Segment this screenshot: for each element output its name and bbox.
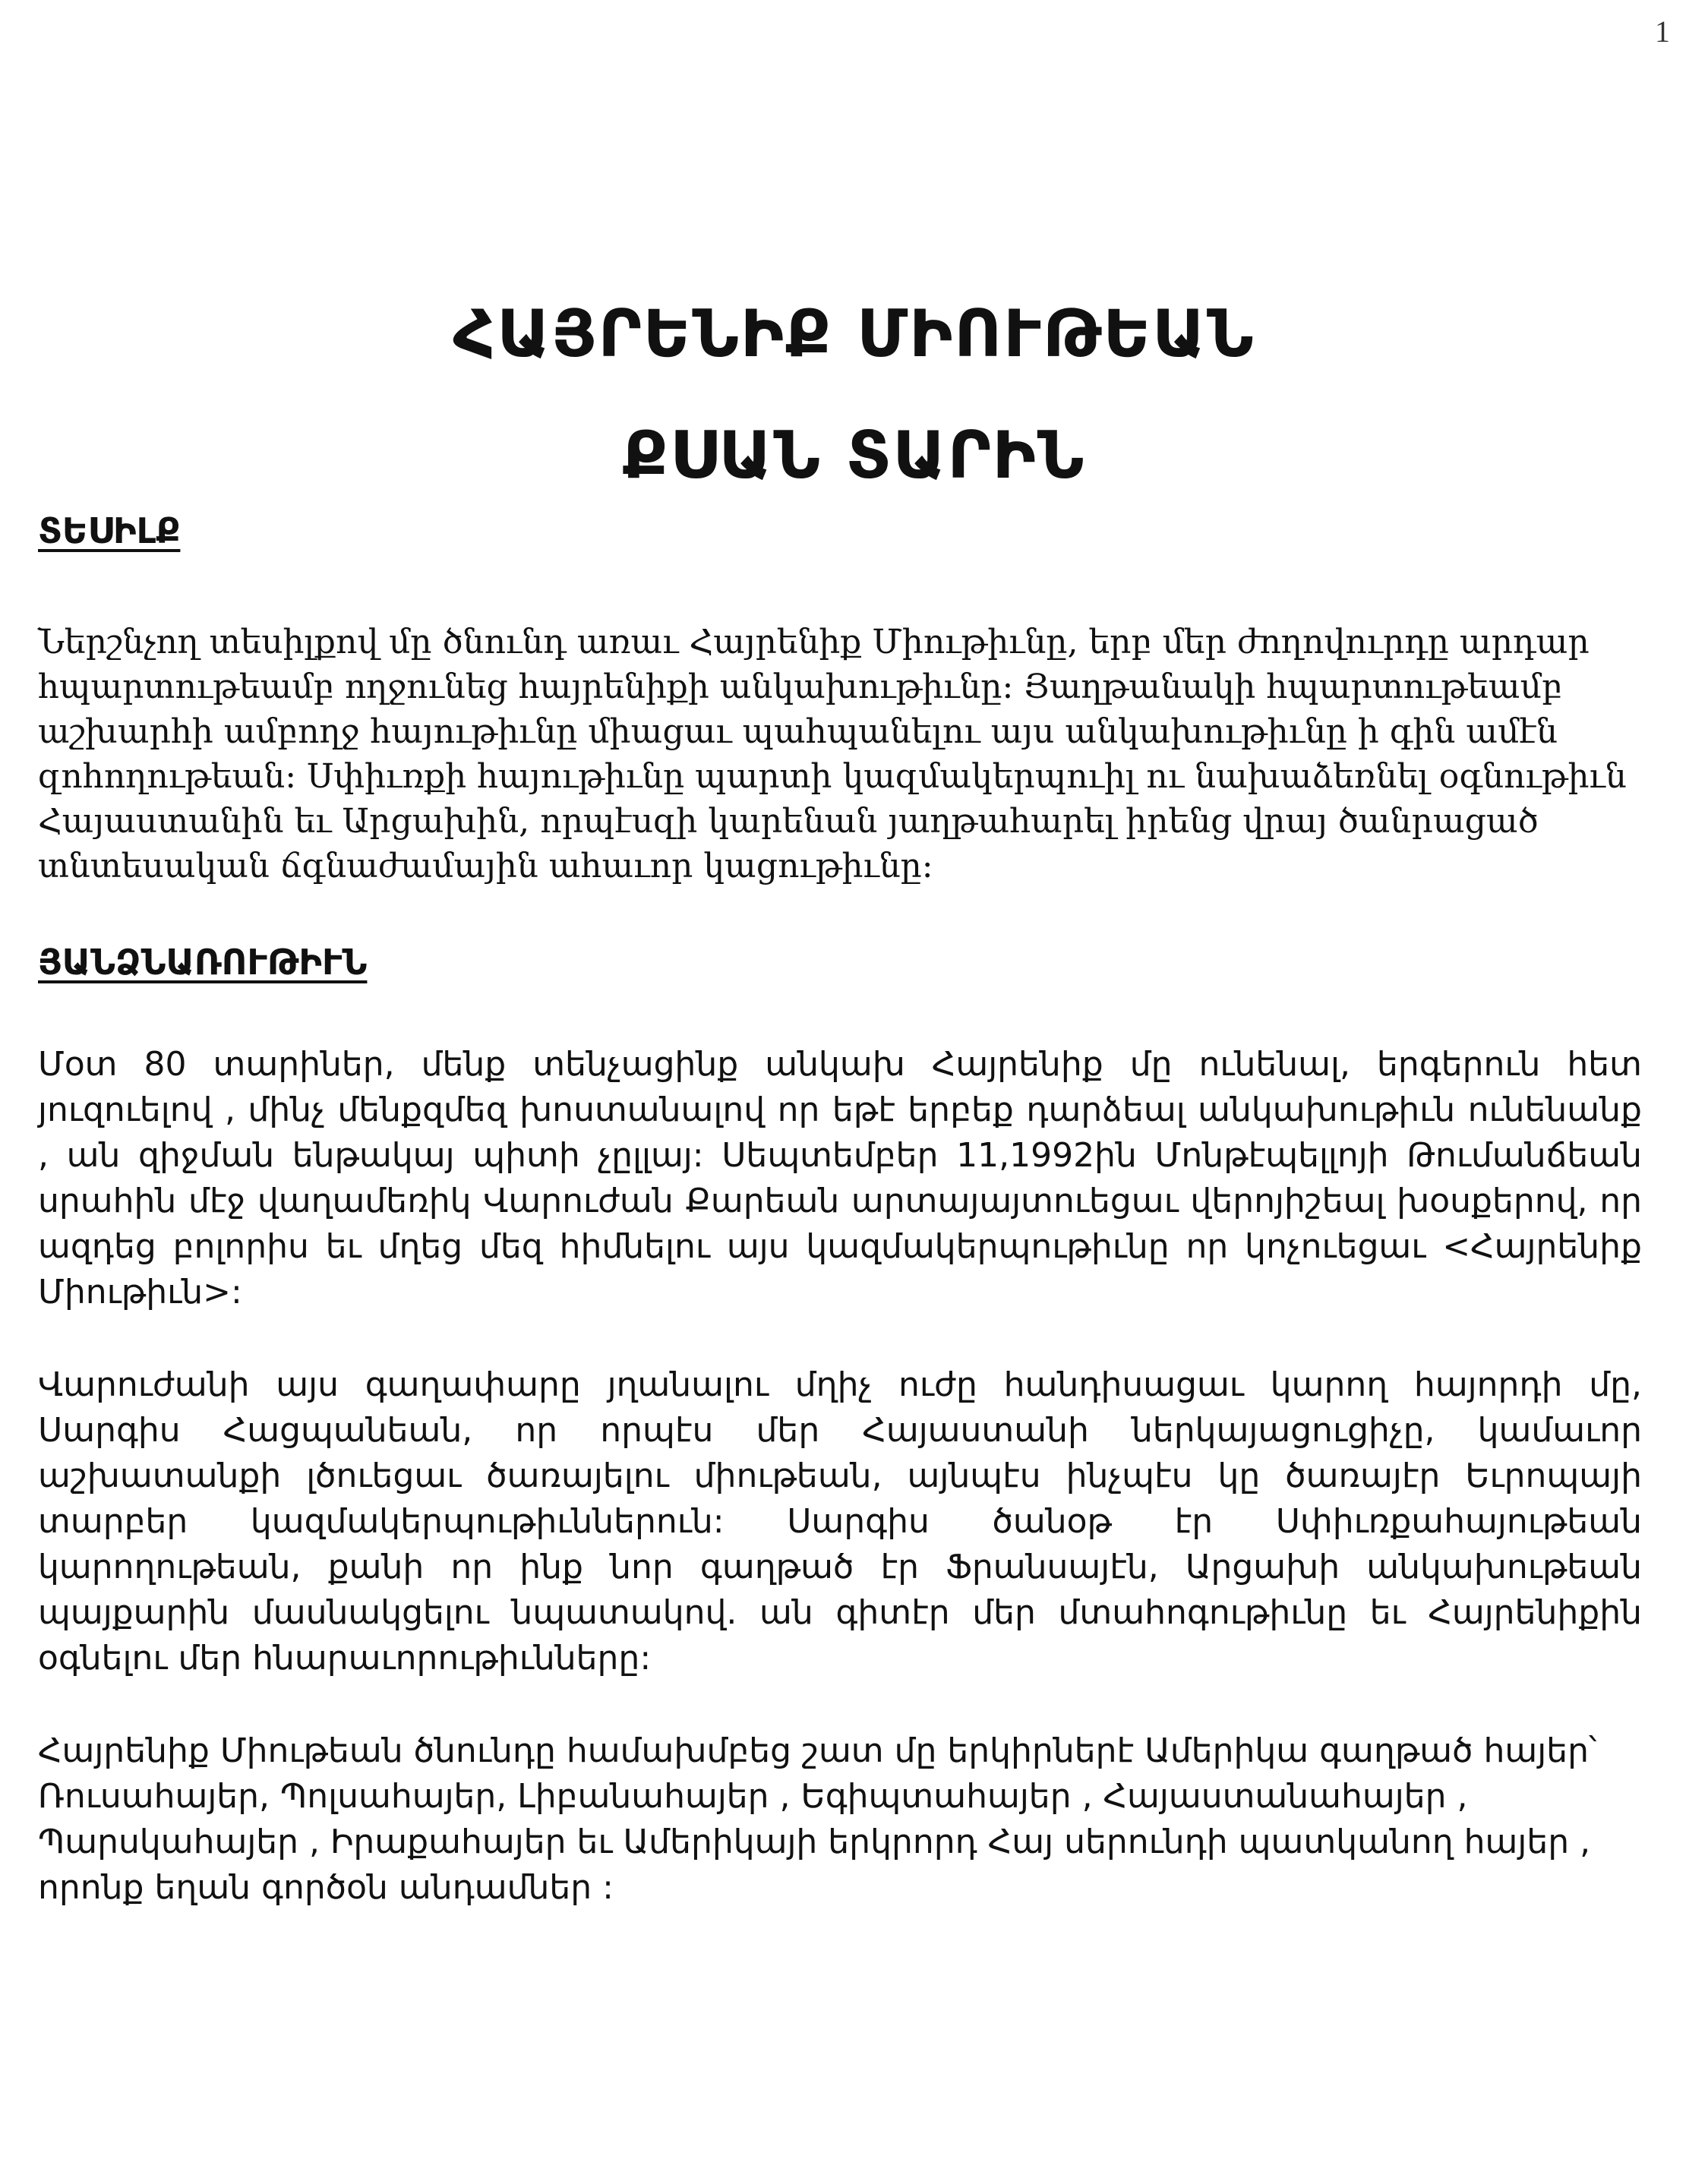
section-heading-vision: ՏԵՍԻԼՔ xyxy=(38,510,181,551)
history-paragraph-3: Հայրենիք Միութեան ծնունդը համախմբեց շատ մը երկիրներէ Ամերիկա գաղթած հայեր՝ Ռուսահայեր, Պոլսահայեր, Լիբանահայեր , Եգիպտահայեր , Հայաստանահայեր , Պարսկահայեր , Իրաքահայեր եւ Ամերիկայի երկրորդ Հայ սերունդի պատկանող հայեր , որոնք եղան գործօն անդամներ : xyxy=(38,1731,1597,1907)
title-line-1: ՀԱՅՐԵՆԻՔ ՄԻՈՒԹԵԱՆ xyxy=(453,296,1255,372)
page-number: 1 xyxy=(1655,14,1670,49)
history-paragraph-1: Մօտ 80 տարիներ, մենք տենչացինք անկախ Հայրենիք մը ունենալ, երգերուն հետ յուզուելով , մինչ մենքզմեզ խոստանալով որ եթէ երբեք դարձեալ անկախութիւն ունենանք , ան զիջման ենթակայ պիտի չըլլայ: Սեպտեմբեր 11,1992ին Մոնթէպելլոյի Թումանճեան սրահին մէջ վաղամեռիկ Վարուժան Քարեան արտայայտուեցաւ վերոյիշեալ խօսքերով, որ ազդեց բոլորիս եւ մղեց մեզ հիմնելու այս կազմակերպութիւնը որ կոչուեցաւ <Հայրենիք Միութիւն>: xyxy=(38,1045,1642,1311)
title-line-2: ՔՍԱՆ ՏԱՐԻՆ xyxy=(622,418,1086,494)
vision-paragraph: Ներշնչող տեսիլքով մը ծնունդ առաւ Հայրենիք Միութիւնը, երբ մեր ժողովուրդը արդար հպարտութեամբ ողջունեց հայրենիքի անկախութիւնը: Յաղթանակի հպարտութեամբ աշխարհի ամբողջ հայութիւնը միացաւ պահպանելու այս անկախութիւնը ի գին ամէն զոհողութեան: Սփիւռքի հայութիւնը պարտի կազմակերպուիլ ու նախաձեռնել օգնութիւն Հայաստանին եւ Արցախին, որպէսզի կարենան յաղթահարել իրենց վրայ ծանրացած տնտեսական ճգնաժամային ահաւոր կացութիւնը: xyxy=(38,623,1627,885)
history-paragraph-2: Վարուժանի այս գաղափարը յղանալու մղիչ ուժը հանդիսացաւ կարող հայորդի մը, Սարգիս Հացպանեան, որ որպէս մեր Հայաստանի ներկայացուցիչը, կամաւոր աշխատանքի լծուեցաւ ծառայելու միութեան, այնպէս ինչպէս կը ծառայէր Եւրոպայի տարբեր կազմակերպութիւններուն: Սարգիս ծանօթ էր Սփիւռքահայութեան կարողութեան, քանի որ ինք նոր գաղթած էր Ֆրանսայէն, Արցախի անկախութեան պայքարին մասնակցելու նպատակով. ան գիտէր մեր մտահոգութիւնը եւ Հայրենիքին օգնելու մեր հնարաւորութիւնները: xyxy=(38,1365,1642,1678)
document-body xyxy=(38,510,1642,1958)
document-title xyxy=(0,273,1708,516)
section-heading-history: ՅԱՆՁՆԱՌՈՒԹԻՒՆ xyxy=(38,942,368,983)
